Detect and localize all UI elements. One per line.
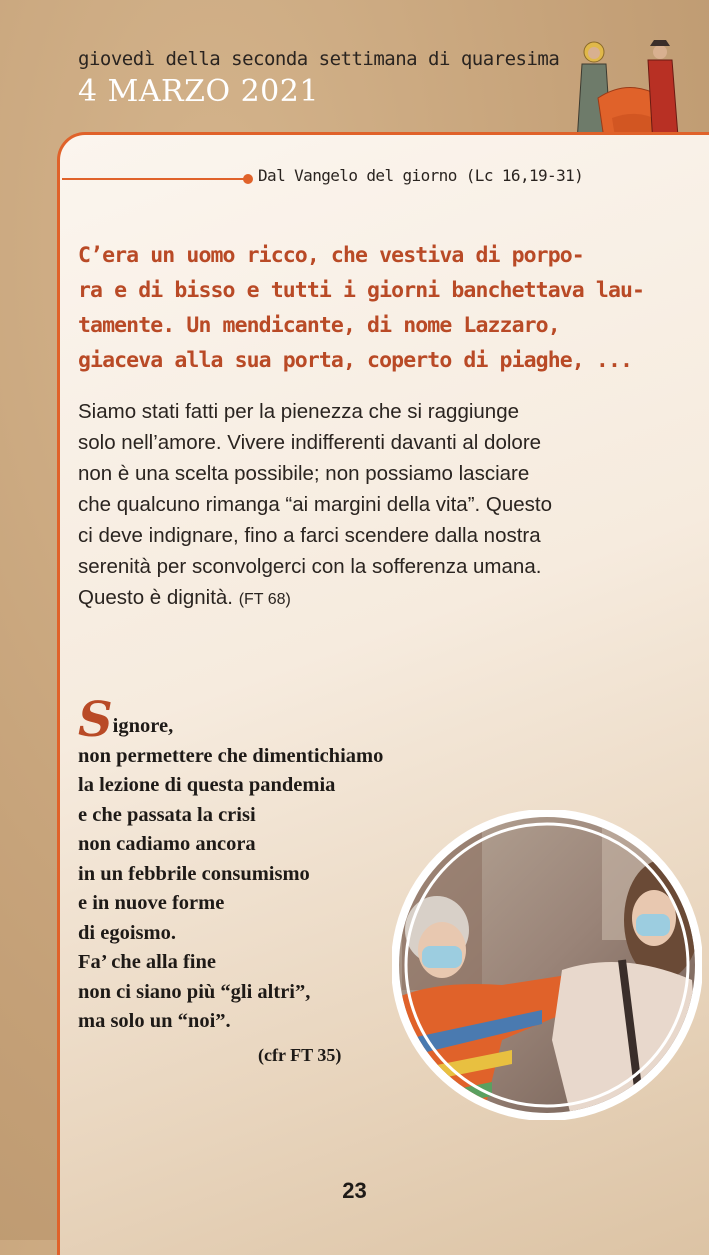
head-left: [588, 47, 600, 59]
elbow-greeting-photo: [392, 810, 702, 1120]
gospel-excerpt: [78, 238, 645, 378]
gospel-line: tamente. Un mendicante, di nome Lazzaro,: [78, 313, 560, 338]
prayer-line: e in nuove forme: [78, 892, 225, 914]
gospel-line: ra e di bisso e tutti i giorni banchettava lau-: [78, 278, 645, 303]
prayer-line: in un febbrile consumismo: [78, 862, 310, 885]
prayer-line: ma solo un “noi”.: [78, 1010, 231, 1032]
reflection-text: [78, 396, 638, 615]
reflection-line: non è una scelta possibile; non possiamo lasciare: [78, 462, 530, 485]
prayer-line: e che passata la crisi: [78, 803, 256, 826]
prayer-citation: (cfr FT 35): [258, 1045, 342, 1065]
reflection-line: che qualcuno rimanga “ai margini della vita”. Questo: [78, 493, 553, 516]
reflection-citation: (FT 68): [238, 591, 291, 608]
date-title: 4 MARZO 2021: [78, 74, 319, 109]
prayer-first-word: ignore,: [112, 715, 174, 737]
gospel-source: Dal Vangelo del giorno (Lc 16,19-31): [258, 166, 584, 185]
gospel-line: C’era un uomo ricco, che vestiva di porpo-: [78, 243, 584, 268]
reflection-line: solo nell’amore. Vivere indifferenti davanti al dolore: [78, 431, 542, 454]
reflection-line: [78, 582, 638, 615]
reflection-line: Siamo stati fatti per la pienezza che si raggiunge: [78, 400, 520, 423]
header: [78, 48, 559, 109]
gospel-line: giaceva alla sua porta, coperto di piaghe, ...: [78, 348, 633, 373]
mask-left: [422, 946, 462, 968]
page-number: 23: [342, 1178, 367, 1203]
prayer-dropcap: S: [78, 692, 113, 748]
prayer-line: la lezione di questa pandemia: [78, 774, 336, 796]
prayer-line: di egoismo.: [78, 921, 176, 944]
reflection-line: serenità per sconvolgerci con la sofferenza umana.: [78, 555, 542, 578]
reflection-line: ci deve indignare, fino a farci scendere dalla nostra: [78, 524, 541, 547]
prayer-line: non ci siano più “gli altri”,: [78, 980, 311, 1003]
hat-right: [650, 40, 670, 46]
mask-right: [636, 914, 670, 936]
prayer-line: non permettere che dimentichiamo: [78, 744, 384, 767]
prayer-first-line: [78, 692, 458, 748]
prayer-line: non cadiamo ancora: [78, 833, 256, 855]
reflection-last: Questo è dignità.: [78, 586, 233, 609]
head-right: [653, 45, 667, 59]
source-divider: [62, 178, 248, 180]
prayer-line: Fa’ che alla fine: [78, 951, 216, 973]
source-bullet: [243, 174, 253, 184]
day-subtitle: giovedì della seconda settimana di quaresima: [78, 48, 560, 70]
